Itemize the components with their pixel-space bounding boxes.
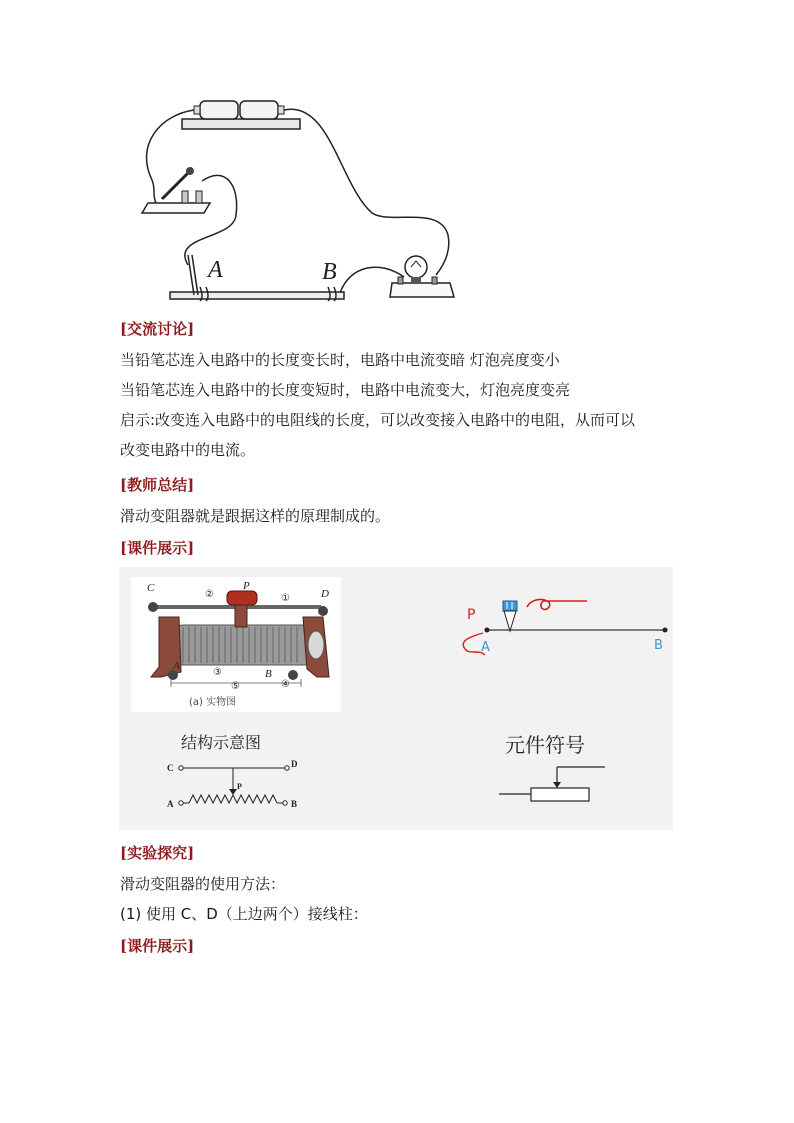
- circuit-label-a: A: [208, 257, 223, 283]
- discussion-heading: [交流讨论]: [120, 320, 195, 338]
- discussion-line-1: 当铅笔芯连入电路中的长度变长时，电路中电流变暗 灯泡亮度变小: [120, 351, 560, 369]
- svg-text:C: C: [167, 763, 174, 773]
- svg-text:⑤: ⑤: [231, 681, 240, 692]
- structure-diagram: [159, 757, 309, 817]
- summary-text: 滑动变阻器就是跟据这样的原理制成的。: [120, 507, 391, 525]
- svg-text:B: B: [265, 668, 272, 680]
- courseware-slide: [119, 567, 673, 830]
- symbol-title: 元件符号: [505, 733, 585, 757]
- svg-text:③: ③: [213, 667, 222, 678]
- svg-text:④: ④: [281, 679, 290, 690]
- svg-text:B: B: [291, 799, 298, 809]
- display-heading-2: [课件展示]: [120, 937, 195, 955]
- svg-text:A: A: [167, 799, 174, 809]
- discussion-line-2: 当铅笔芯连入电路中的长度变短时，电路中电流变大，灯泡亮度变亮: [120, 381, 571, 399]
- summary-heading: [教师总结]: [120, 476, 195, 494]
- svg-text:(a) 实物图: (a) 实物图: [189, 697, 237, 708]
- switch-icon: [142, 167, 210, 213]
- structure-title: 结构示意图: [181, 733, 262, 752]
- experiment-heading: [实验探究]: [120, 844, 195, 862]
- svg-text:P: P: [243, 580, 250, 592]
- svg-text:B: B: [654, 638, 663, 653]
- battery-board: [182, 119, 300, 129]
- svg-text:P: P: [237, 782, 242, 791]
- svg-text:D: D: [291, 759, 298, 769]
- hint-line-1: 启示:改变连入电路中的电阻线的长度，可以改变接入电路中的电阻，从而可以: [120, 411, 636, 429]
- battery-icon: [194, 101, 284, 119]
- svg-text:A: A: [481, 640, 490, 655]
- svg-text:①: ①: [281, 593, 290, 604]
- rheostat-photo: [131, 577, 341, 712]
- svg-text:D: D: [321, 588, 329, 600]
- rheostat-symbol: [497, 763, 611, 809]
- svg-text:A: A: [173, 660, 180, 672]
- svg-text:P: P: [467, 607, 476, 623]
- slider-schematic: [459, 589, 671, 659]
- experiment-step-1: (1) 使用 C、D（上边两个）接线柱：: [120, 905, 368, 923]
- svg-text:②: ②: [205, 589, 214, 600]
- experiment-intro: 滑动变阻器的使用方法：: [120, 875, 286, 893]
- hint-line-2: 改变电路中的电流。: [120, 441, 256, 459]
- pencil-lead-rod: [170, 292, 344, 299]
- circuit-diagram: [140, 95, 470, 310]
- svg-text:C: C: [147, 582, 155, 594]
- circuit-label-b: B: [322, 259, 337, 285]
- display-heading: [课件展示]: [120, 539, 195, 557]
